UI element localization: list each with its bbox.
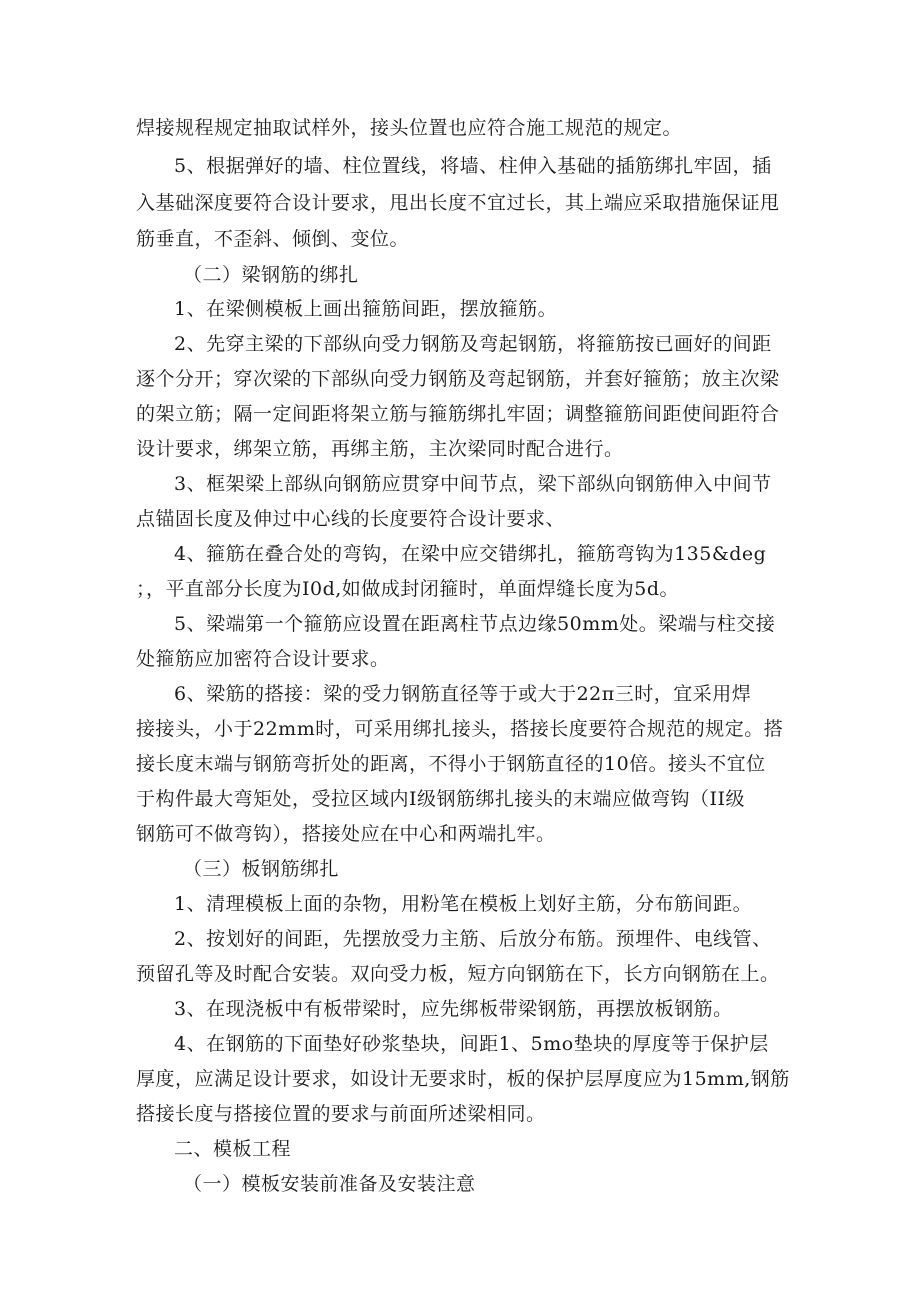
text-line: 4、在钢筋的下面垫好砂浆垫块，间距1、5mo垫块的厚度等于保护层	[174, 1033, 769, 1055]
text-line: 厚度，应满足设计要求，如设计无要求时，板的保护层厚度应为15mm,钢筋	[136, 1068, 790, 1090]
text-line: 处箍筋应加密符合设计要求。	[136, 648, 390, 670]
text-line: 3、框架梁上部纵向钢筋应贯穿中间节点，梁下部纵向钢筋伸入中间节	[174, 473, 772, 495]
text-line: 设计要求，绑架立筋，再绑主筋，主次梁同时配合进行。	[136, 438, 624, 460]
text-line: 的架立筋；隔一定间距将架立筋与箍筋绑扎牢固；调整箍筋间距使间距符合	[136, 403, 780, 425]
text-line: 钢筋可不做弯钩），搭接处应在中心和两端扎牢。	[136, 823, 556, 845]
text-line: 焊接规程规定抽取试样外，接头位置也应符合施工规范的规定。	[136, 117, 683, 139]
section-heading: （一）模板安装前准备及安装注意	[183, 1173, 476, 1195]
text-line: 于构件最大弯矩处，受拉区域内I级钢筋绑扎接头的末端应做弯钩（II级	[136, 788, 746, 810]
text-line: 接长度末端与钢筋弯折处的距离，不得小于钢筋直径的10倍。接头不宜位	[136, 753, 766, 775]
text-line: 点锚固长度及伸过中心线的长度要符合设计要求、	[136, 508, 566, 530]
text-line: 4、箍筋在叠合处的弯钩，在梁中应交错绑扎，箍筋弯钩为135&deg	[174, 543, 767, 565]
text-line: 3、在现浇板中有板带梁时，应先绑板带梁钢筋，再摆放板钢筋。	[174, 998, 733, 1020]
text-line: 2、先穿主梁的下部纵向受力钢筋及弯起钢筋，将箍筋按已画好的间距	[174, 333, 772, 355]
text-line: ；，平直部分长度为I0d,如做成封闭箍时，单面焊缝长度为5d。	[136, 578, 680, 600]
text-line: 筋垂直，不歪斜、倾倒、变位。	[136, 228, 410, 250]
text-line: 1、在梁侧模板上画出箍筋间距，摆放箍筋。	[174, 298, 558, 320]
text-line: 5、梁端第一个箍筋应设置在距离柱节点边缘50mm处。梁端与柱交接	[174, 613, 776, 635]
section-heading: （二）梁钢筋的绑扎	[183, 264, 359, 286]
text-line: 逐个分开；穿次梁的下部纵向受力钢筋及弯起钢筋，并套好箍筋；放主次梁	[136, 368, 780, 390]
text-line: 搭接长度与搭接位置的要求与前面所述梁相同。	[136, 1103, 546, 1125]
text-line: 6、梁筋的搭接：梁的受力钢筋直径等于或大于22π三时，宜采用焊	[174, 683, 752, 705]
text-line: 2、按划好的间距，先摆放受力主筋、后放分布筋。预埋件、电线管、	[174, 928, 772, 950]
text-line: 预留孔等及时配合安装。双向受力板，短方向钢筋在下，长方向钢筋在上。	[136, 963, 780, 985]
text-line: 5、根据弹好的墙、柱位置线，将墙、柱伸入基础的插筋绑扎牢固，插	[174, 155, 772, 177]
text-line: 接接头，小于22mm时，可采用绑扎接头，搭接长度要符合规范的规定。搭	[136, 718, 784, 740]
section-heading: （三）板钢筋绑扎	[183, 858, 340, 880]
text-line: 1、清理模板上面的杂物，用粉笔在模板上划好主筋，分布筋间距。	[174, 893, 753, 915]
text-line: 入基础深度要符合设计要求，甩出长度不宜过长，其上端应采取措施保证甩	[136, 192, 780, 214]
section-heading: 二、模板工程	[174, 1138, 292, 1160]
